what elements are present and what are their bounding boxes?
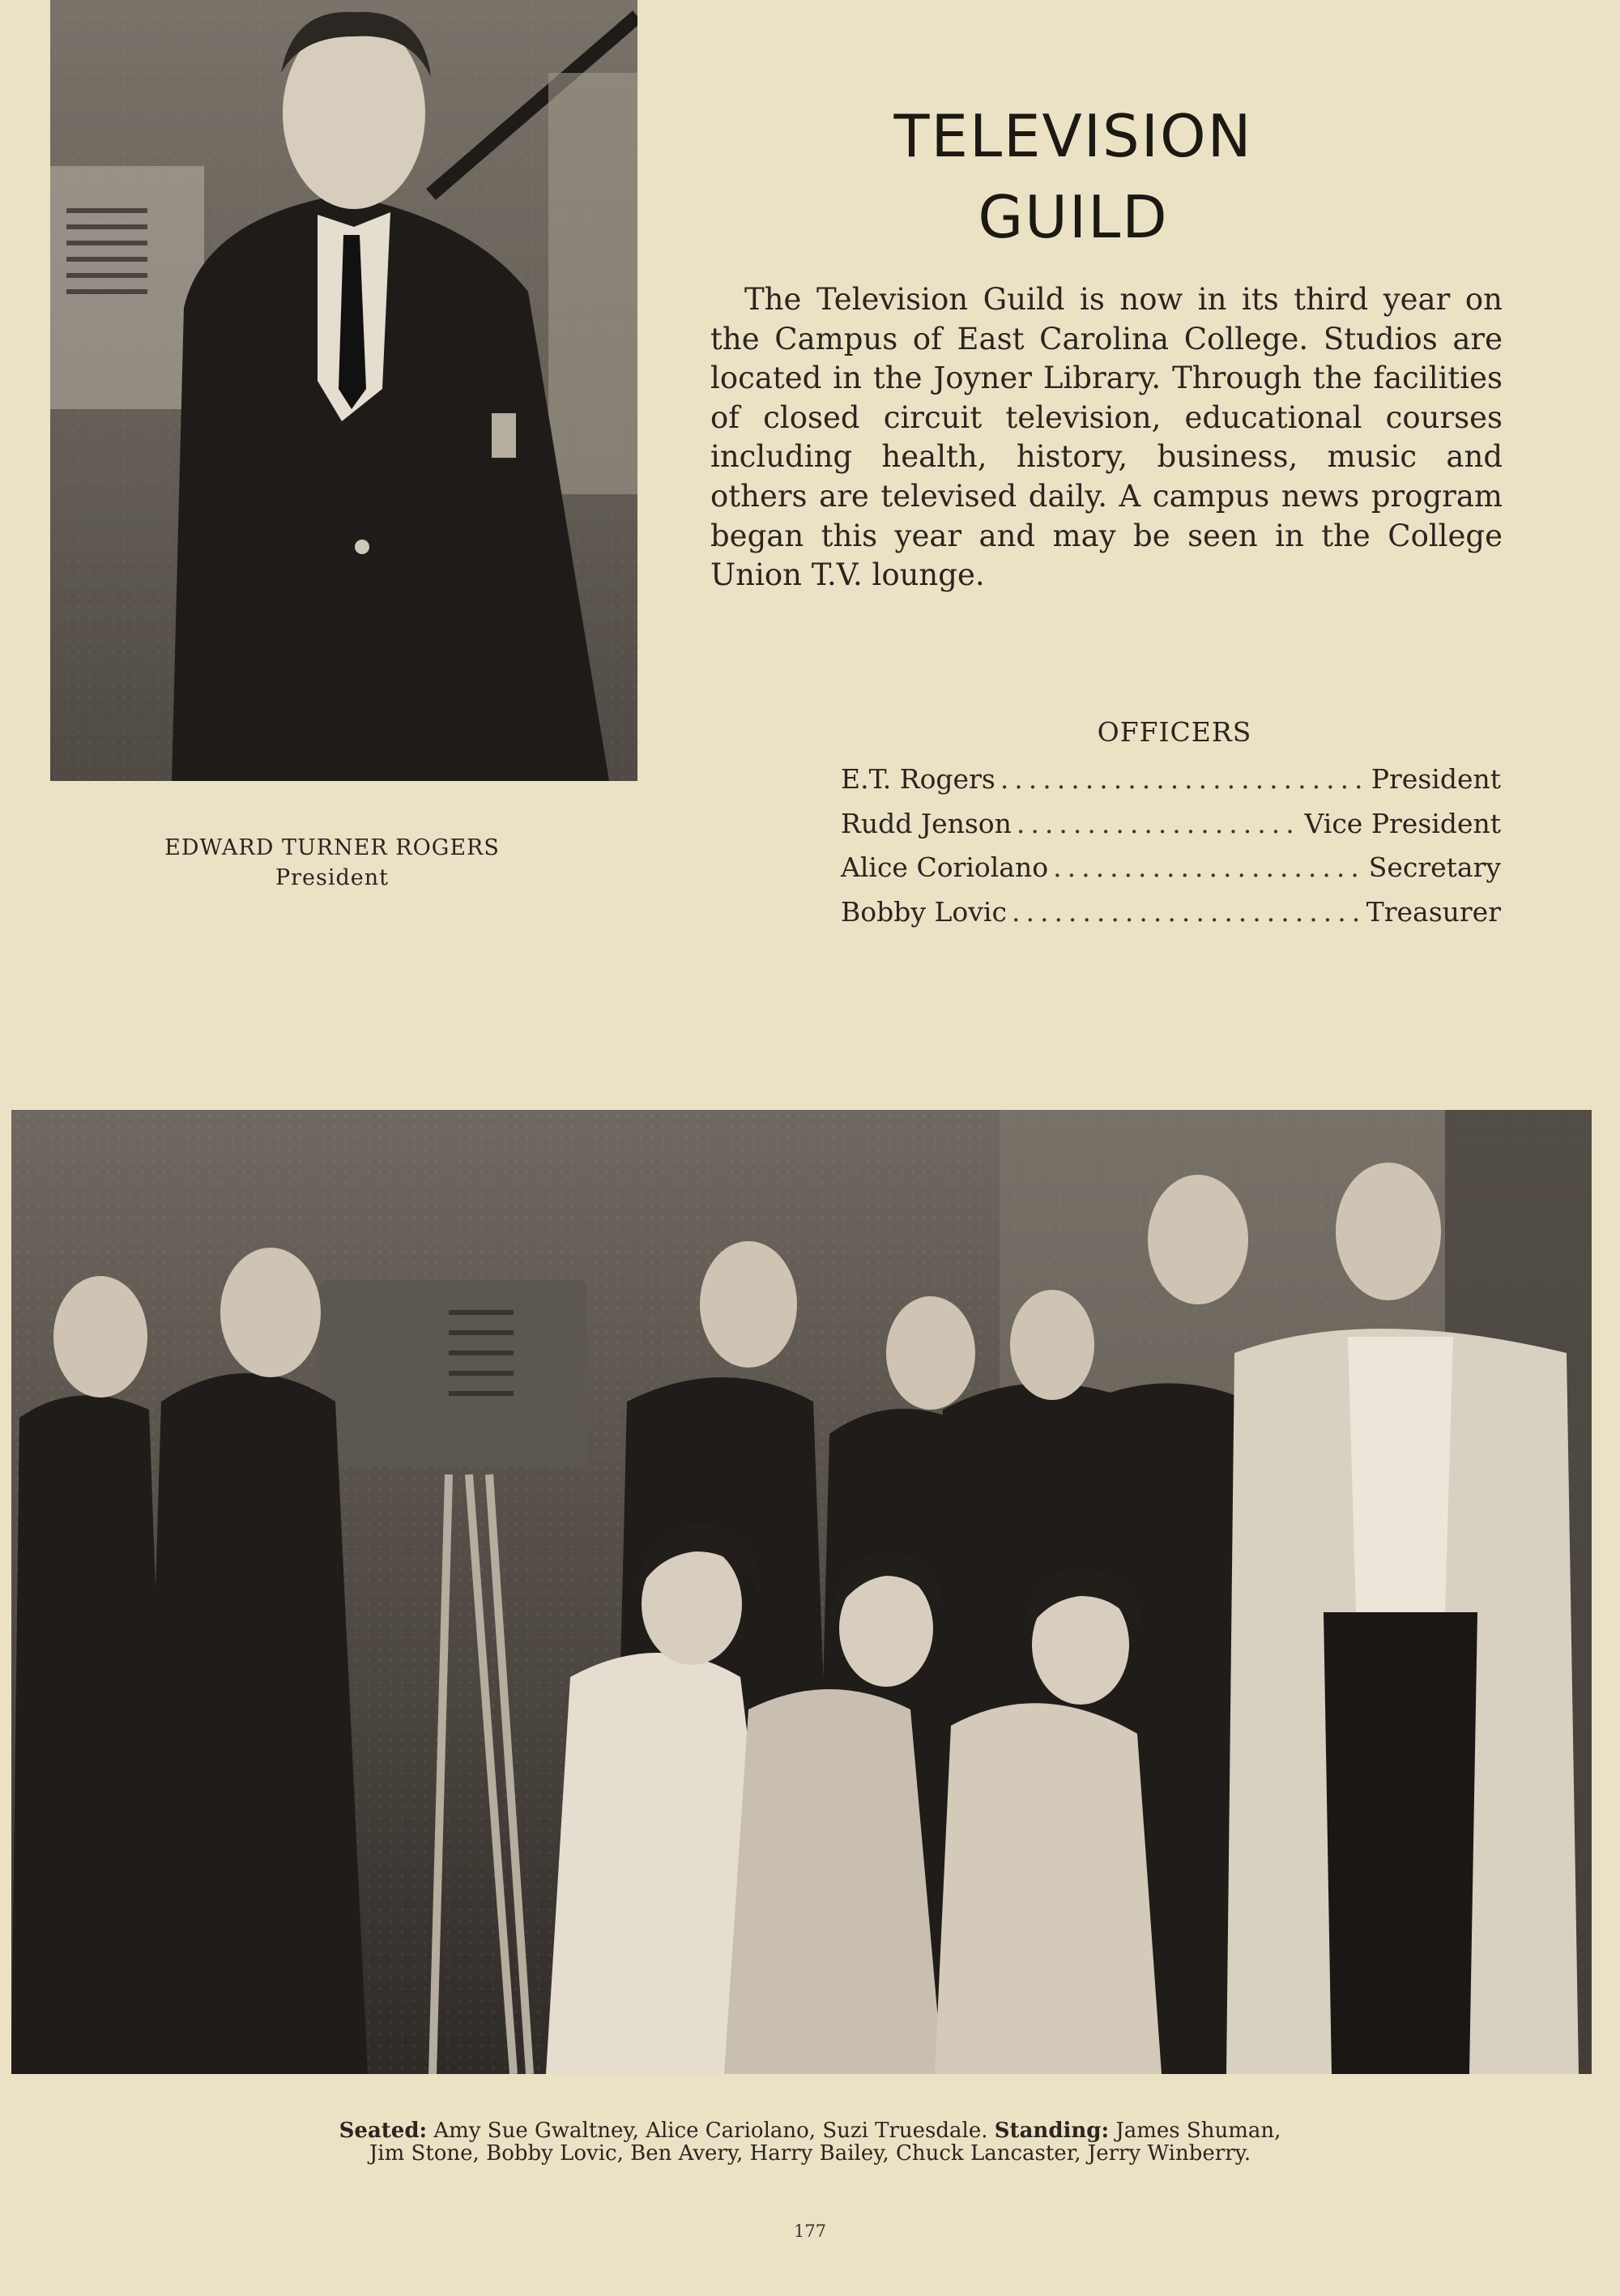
portrait-figure: [50, 0, 637, 781]
page-title: [810, 96, 1336, 258]
officer-row: [841, 896, 1501, 941]
leader-dots: [1053, 851, 1364, 883]
seated-names: Amy Sue Gwaltney, Alice Cariolano, Suzi Truesdale.: [433, 2119, 988, 2143]
officer-row: [841, 808, 1501, 852]
standing-names-line-2: Jim Stone, Bobby Lovic, Ben Avery, Harry Bailey, Chuck Lancaster, Jerry Winberry.: [369, 2141, 1251, 2166]
leader-dots: [1012, 896, 1362, 928]
standing-label: Standing:: [994, 2119, 1110, 2143]
standing-names-line-1: James Shuman,: [1115, 2119, 1281, 2143]
leader-dots: [1000, 763, 1366, 795]
officers-heading: OFFICERS: [1097, 716, 1252, 748]
officer-name: Rudd Jenson: [841, 807, 1012, 839]
officer-name: E.T. Rogers: [841, 763, 995, 795]
officer-title: President: [1371, 763, 1501, 795]
intro-paragraph: The Television Guild is now in its third year on the Campus of East Carolina College. Studios are located in the Joyner Library. Through the facilities of closed circuit television, educational courses including health, history, business, music and others are televised daily. A campus news program began this year and may be seen in the College Union T.V. lounge.: [710, 282, 1503, 593]
officer-title: Treasurer: [1366, 895, 1501, 928]
officer-row: [841, 851, 1501, 896]
officer-name: Alice Coriolano: [841, 851, 1049, 883]
officer-row: [841, 763, 1501, 808]
seated-label: Seated:: [339, 2119, 428, 2143]
group-photo: [11, 1110, 1592, 2074]
officer-title: Secretary: [1368, 851, 1501, 883]
leader-dots: [1017, 808, 1300, 839]
title-line-2: GUILD: [978, 183, 1169, 251]
officers-list: [841, 763, 1501, 940]
portrait-photo: [50, 0, 637, 781]
group-figure: [11, 1110, 1592, 2074]
portrait-role: President: [275, 865, 390, 890]
portrait-name: EDWARD TURNER ROGERS: [164, 835, 500, 860]
portrait-caption: [97, 833, 567, 893]
officer-name: Bobby Lovic: [841, 895, 1007, 928]
officer-title: Vice President: [1304, 807, 1501, 839]
title-line-1: TELEVISION: [893, 102, 1253, 170]
group-caption: [194, 2119, 1426, 2165]
page-number: 177: [793, 2221, 827, 2241]
